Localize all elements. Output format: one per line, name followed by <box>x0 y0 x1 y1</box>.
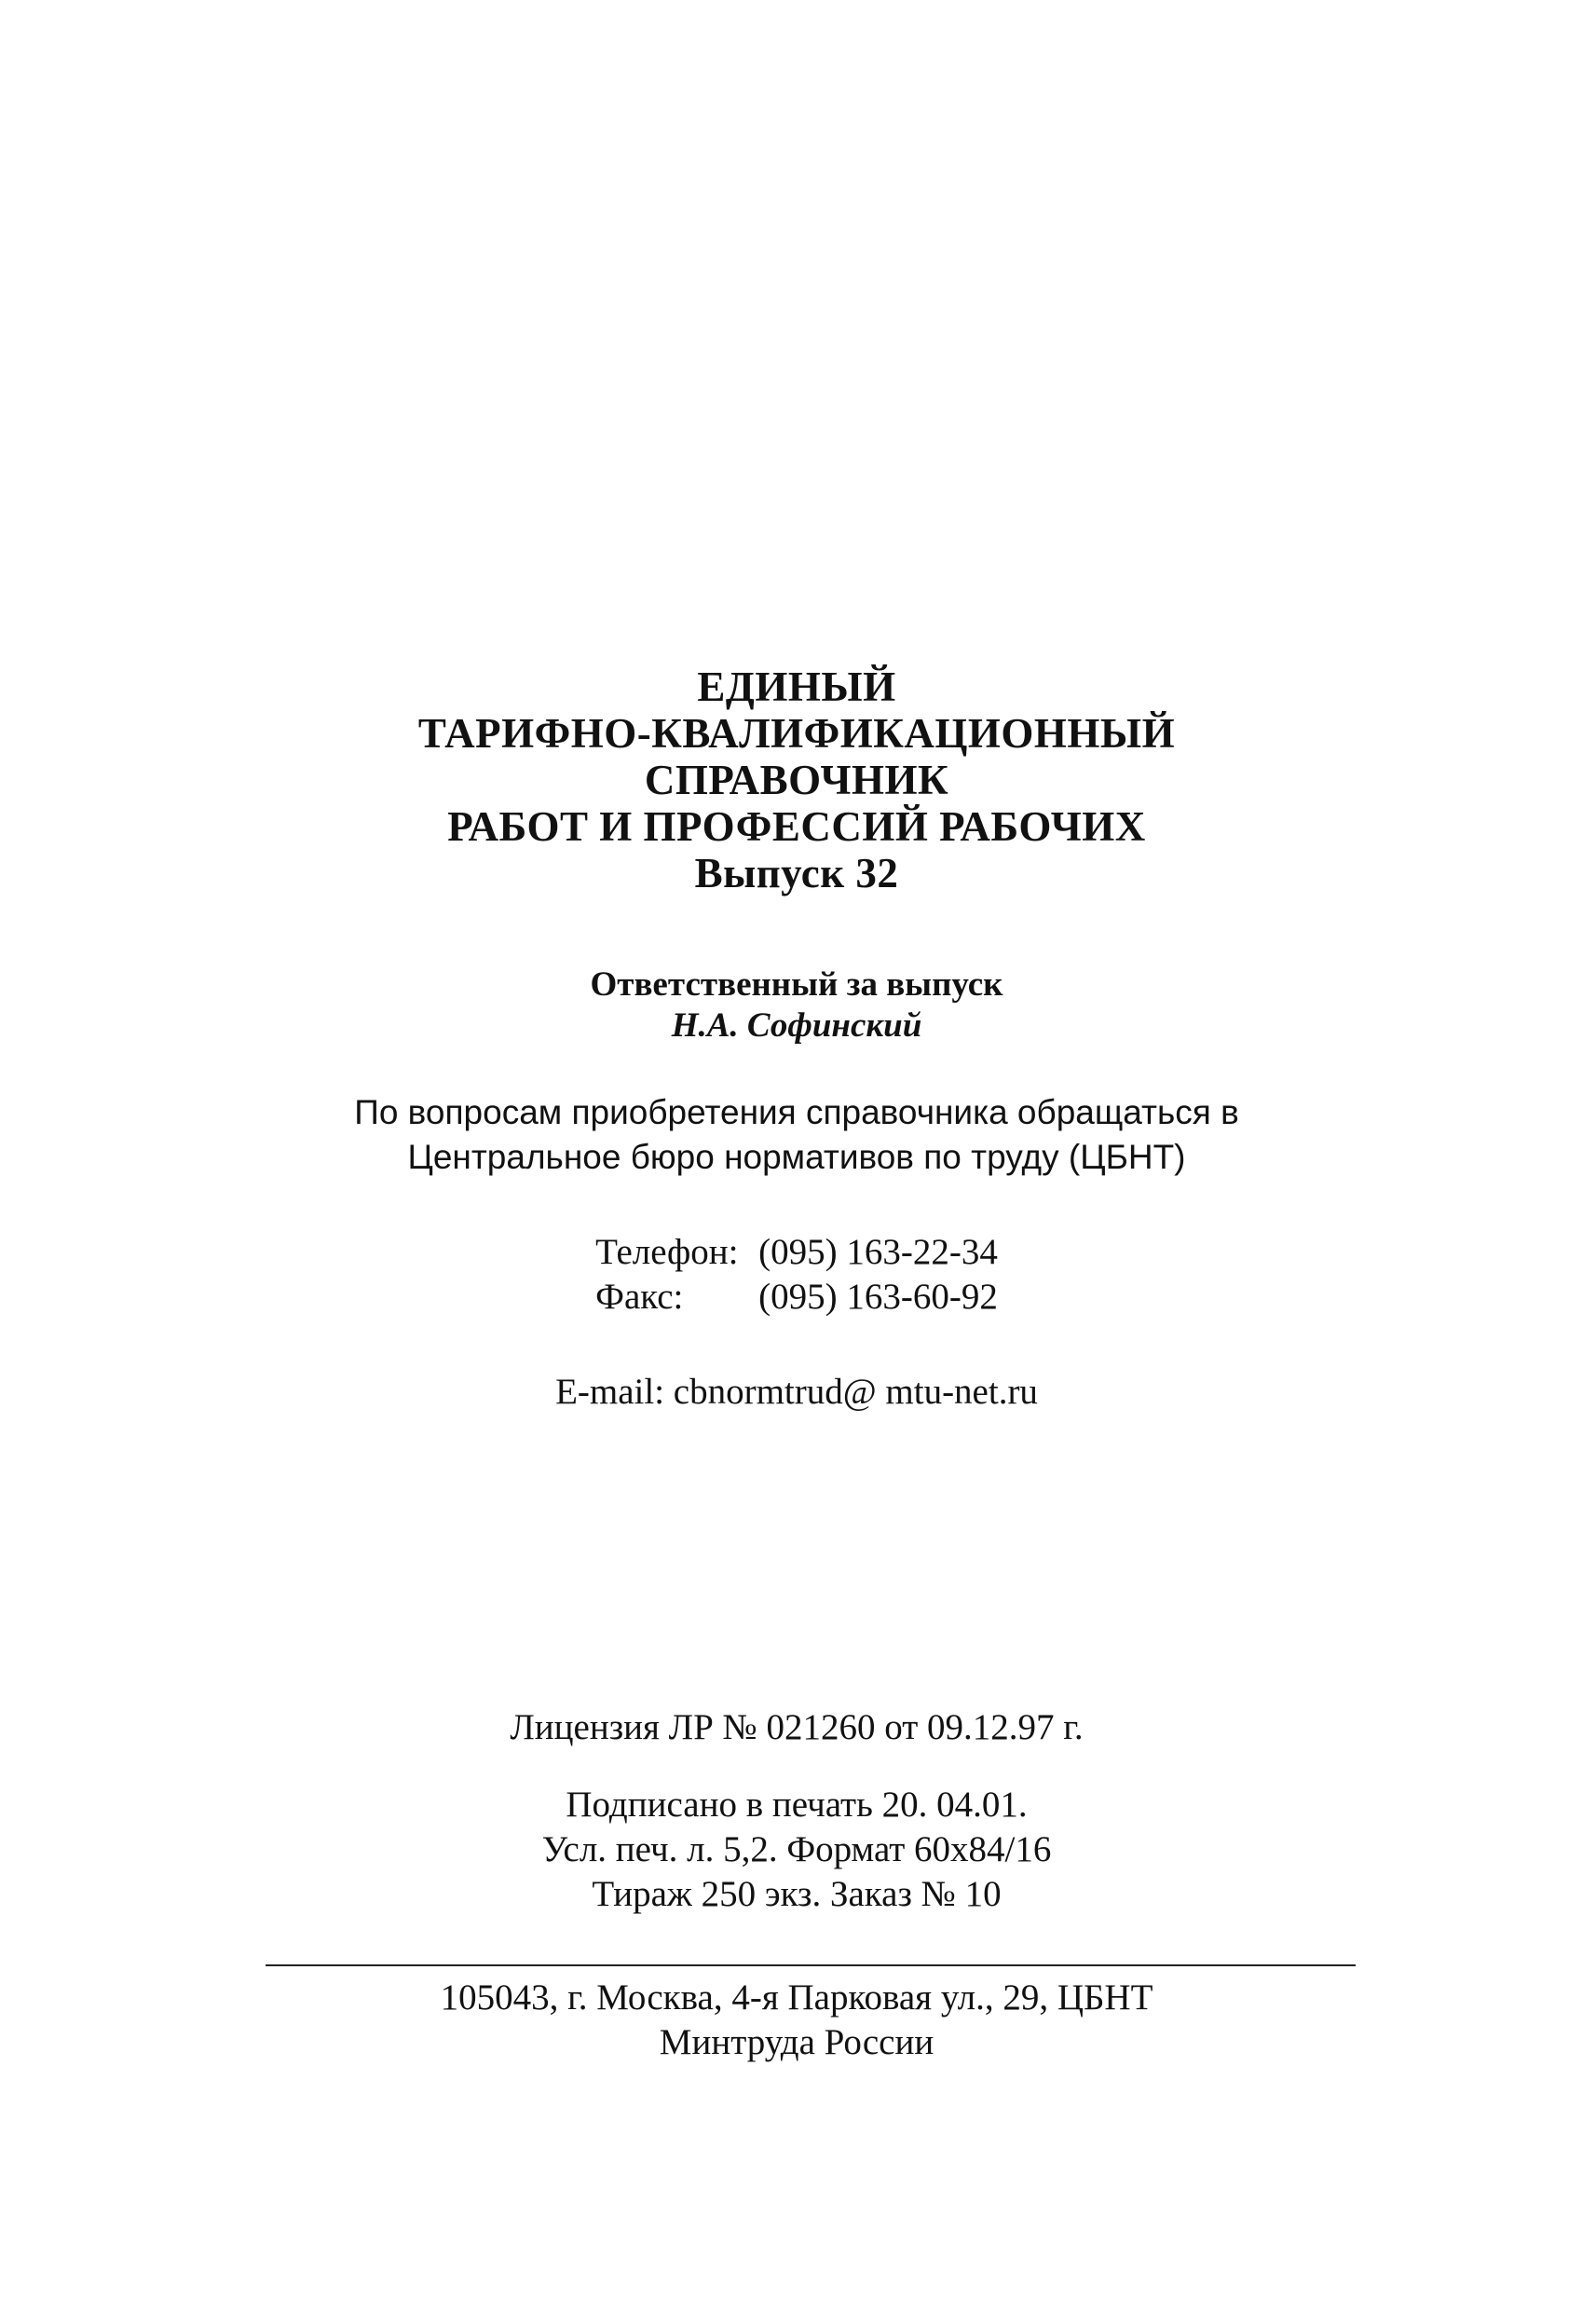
title-line-1: ЕДИНЫЙ <box>697 664 896 710</box>
printing-run: Тираж 250 экз. Заказ № 10 <box>592 1874 1002 1914</box>
address-line-1: 105043, г. Москва, 4-я Парковая ул., 29, ЦБНТ <box>440 1977 1153 2018</box>
license-line: Лицензия ЛР № 021260 от 09.12.97 г. <box>510 1707 1084 1747</box>
responsible-block <box>261 964 1332 1047</box>
fax-label: Факс: <box>595 1277 684 1317</box>
printing-block <box>261 1783 1332 1917</box>
inquiry-line-2: Центральное бюро нормативов по труду (ЦБНТ) <box>407 1138 1186 1176</box>
email-line: E-mail: cbnormtrud@ mtu-net.ru <box>555 1372 1038 1412</box>
address-block <box>261 1976 1332 2065</box>
email-block <box>261 1370 1332 1415</box>
book-title <box>261 664 1332 896</box>
phone-number: (095) 163-22-34 <box>758 1232 998 1272</box>
phone-row <box>595 1230 998 1275</box>
responsible-name: Н.А. Софинский <box>671 1006 922 1045</box>
title-line-3: СПРАВОЧНИК <box>644 757 949 803</box>
phone-label: Телефон: <box>595 1232 739 1272</box>
inquiry-block <box>261 1090 1332 1180</box>
title-line-2: ТАРИФНО-КВАЛИФИКАЦИОННЫЙ <box>417 710 1176 757</box>
fax-number: (095) 163-60-92 <box>758 1277 998 1317</box>
fax-row <box>595 1275 998 1320</box>
license-block <box>261 1705 1332 1750</box>
title-line-4: РАБОТ И ПРОФЕССИЙ РАБОЧИХ <box>447 803 1146 850</box>
contacts-block <box>261 1230 1332 1320</box>
printing-signed: Подписано в печать 20. 04.01. <box>566 1785 1028 1825</box>
inquiry-line-1: По вопросам приобретения справочника обращаться в <box>354 1093 1239 1131</box>
contact-rows <box>595 1230 998 1320</box>
printing-format: Усл. печ. л. 5,2. Формат 60x84/16 <box>541 1829 1052 1869</box>
responsible-label: Ответственный за выпуск <box>590 965 1003 1004</box>
issue-number: Выпуск 32 <box>694 850 899 896</box>
divider-line <box>266 1964 1356 1966</box>
address-line-2: Минтруда России <box>659 2022 934 2062</box>
